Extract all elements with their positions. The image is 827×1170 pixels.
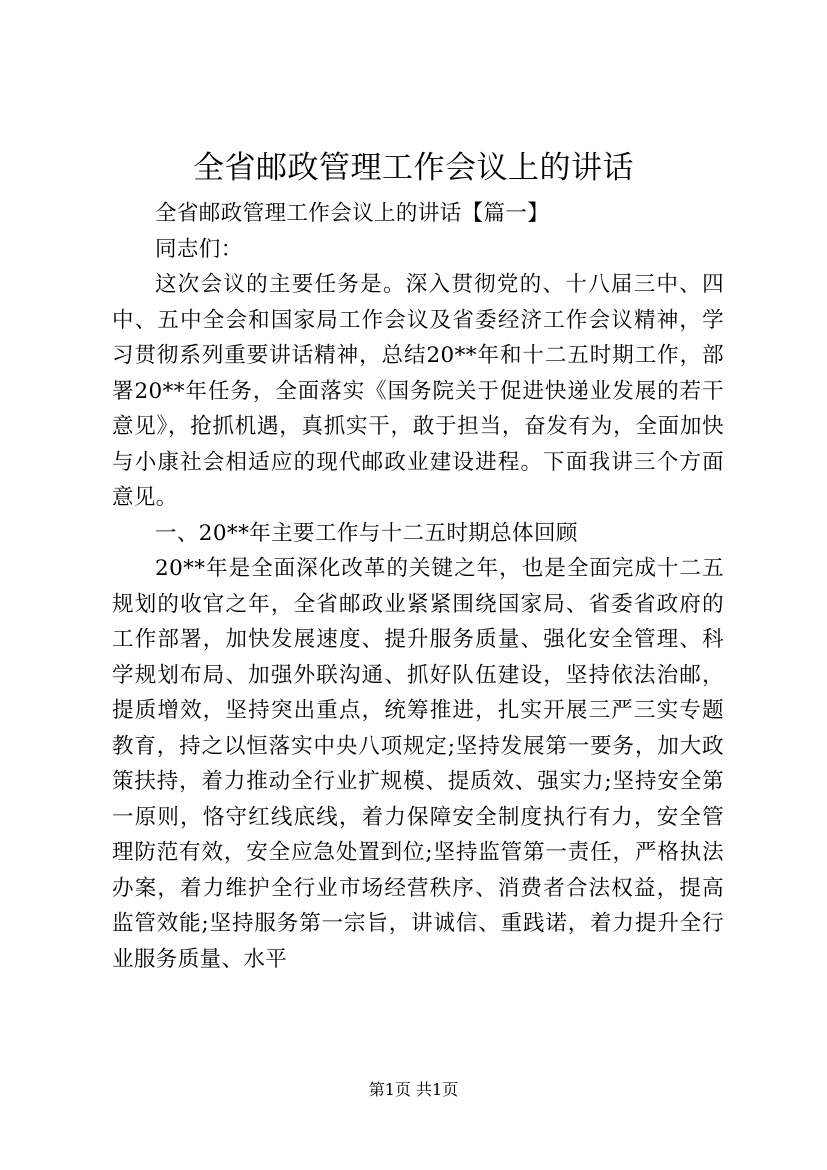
paragraph-review: 20**年是全面深化改革的关键之年，也是全面完成十二五规划的收官之年，全省邮政业紧紧围绕国家局、省委省政府的工作部署，加快发展速度、提升服务质量、强化安全管理、科学规划布局、加强外联沟通、抓好队伍建设，坚持依法治邮，提质增效，坚持突出重点，统筹推进，扎实开展三严三实专题教育，持之以恒落实中央八项规定;坚持发展第一要务，加大政策扶持，着力推动全行业扩规模、提质效、强实力;坚持安全第一原则，恪守红线底线，着力保障安全制度执行有力，安全管理防范有效，安全应急处置到位;坚持监管第一责任，严格执法办案，着力维护全行业市场经营秩序、消费者合法权益，提高监管效能;坚持服务第一宗旨，讲诚信、重践诺，着力提升全行业服务质量、水平 (112, 556, 724, 972)
document-title: 全省邮政管理工作会议上的讲话 (193, 150, 634, 186)
salutation: 同志们： (155, 236, 243, 262)
page-number-footer: 第1页 共1页 (368, 1080, 459, 1099)
section-subtitle: 全省邮政管理工作会议上的讲话【篇一】 (155, 201, 550, 226)
section-heading: 一、20**年主要工作与十二五时期总体回顾 (155, 520, 578, 546)
document-body (112, 196, 724, 977)
paragraph-intro: 这次会议的主要任务是。深入贯彻党的、十八届三中、四中、五中全会和国家局工作会议及省委经济工作会议精神，学习贯彻系列重要讲话精神，总结20**年和十二五时期工作，部署20**年任务，全面落实《国务院关于促进快递业发展的若干意见》，抢抓机遇，真抓实干，敢于担当，奋发有为，全面加快与小康社会相适应的现代邮政业建设进程。下面我讲三个方面意见。 (112, 272, 724, 510)
